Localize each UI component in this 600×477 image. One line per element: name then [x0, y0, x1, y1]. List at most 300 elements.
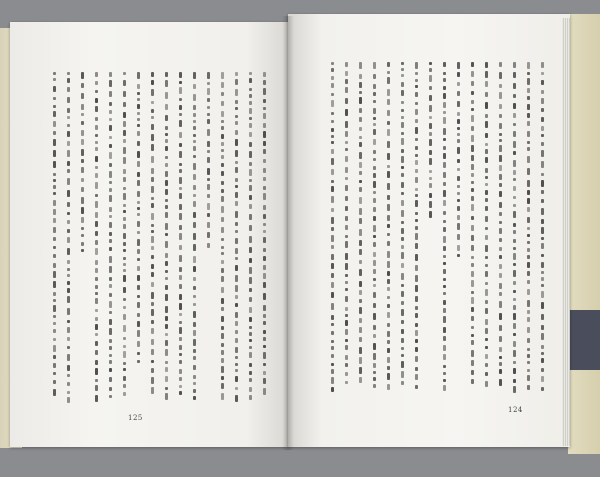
glyph-stroke: [67, 178, 70, 185]
glyph-stroke: [67, 78, 70, 83]
glyph-stroke: [373, 269, 376, 274]
glyph-stroke: [165, 233, 168, 236]
glyph-stroke: [513, 223, 516, 227]
glyph-stroke: [401, 132, 404, 135]
glyph-stroke: [151, 72, 154, 77]
glyph-stroke: [443, 72, 446, 75]
glyph-stroke: [373, 225, 376, 232]
glyph-stroke: [499, 202, 502, 208]
glyph-stroke: [53, 338, 56, 341]
text-column: [342, 62, 351, 392]
glyph-stroke: [443, 316, 446, 323]
glyph-stroke: [485, 198, 488, 202]
text-column: [356, 62, 365, 392]
glyph-stroke: [541, 117, 544, 122]
glyph-stroke: [485, 235, 488, 240]
glyph-stroke: [443, 117, 446, 124]
glyph-stroke: [485, 271, 488, 277]
glyph-stroke: [457, 168, 460, 171]
glyph-stroke: [137, 84, 140, 89]
glyph-stroke: [221, 171, 224, 176]
glyph-stroke: [485, 114, 488, 118]
glyph-stroke: [95, 285, 98, 289]
glyph-stroke: [359, 180, 362, 183]
glyph-stroke: [263, 80, 266, 85]
glyph-stroke: [331, 387, 334, 392]
glyph-stroke: [123, 130, 126, 136]
glyph-stroke: [151, 101, 154, 104]
glyph-stroke: [429, 95, 432, 101]
glyph-stroke: [67, 248, 70, 255]
glyph-stroke: [95, 248, 98, 255]
glyph-stroke: [165, 212, 168, 218]
glyph-stroke: [499, 221, 502, 224]
glyph-stroke: [331, 208, 334, 212]
glyph-stroke: [359, 327, 362, 333]
glyph-stroke: [373, 108, 376, 114]
glyph-stroke: [249, 78, 252, 83]
glyph-stroke: [373, 62, 376, 69]
glyph-stroke: [401, 149, 404, 153]
glyph-stroke: [81, 149, 84, 156]
glyph-stroke: [541, 358, 544, 363]
book-cover-right-edge: [568, 14, 600, 454]
glyph-stroke: [331, 100, 334, 107]
glyph-stroke: [401, 166, 404, 169]
glyph-stroke: [527, 121, 530, 126]
glyph-stroke: [415, 367, 418, 371]
glyph-stroke: [95, 277, 98, 281]
glyph-stroke: [373, 377, 376, 381]
glyph-stroke: [359, 91, 362, 94]
glyph-stroke: [179, 377, 182, 381]
glyph-stroke: [443, 255, 446, 258]
glyph-stroke: [137, 341, 140, 347]
glyph-stroke: [221, 350, 224, 355]
glyph-stroke: [263, 223, 266, 226]
glyph-stroke: [331, 363, 334, 366]
glyph-stroke: [151, 246, 154, 250]
glyph-stroke: [541, 173, 544, 176]
glyph-stroke: [499, 273, 502, 278]
glyph-stroke: [235, 295, 238, 299]
glyph-stroke: [235, 185, 238, 188]
glyph-stroke: [109, 293, 112, 297]
left-page: [10, 22, 288, 447]
glyph-stroke: [165, 376, 168, 382]
glyph-stroke: [137, 124, 140, 127]
text-column: [260, 72, 269, 402]
glyph-stroke: [263, 159, 266, 163]
glyph-stroke: [165, 367, 168, 372]
glyph-stroke: [53, 131, 56, 135]
glyph-stroke: [221, 316, 224, 322]
glyph-stroke: [499, 133, 502, 136]
glyph-stroke: [527, 141, 530, 144]
glyph-stroke: [263, 371, 266, 375]
glyph-stroke: [193, 105, 196, 110]
glyph-stroke: [151, 213, 154, 220]
glyph-stroke: [193, 94, 196, 101]
glyph-stroke: [359, 307, 362, 314]
glyph-stroke: [513, 350, 516, 357]
glyph-stroke: [541, 108, 544, 112]
glyph-stroke: [95, 147, 98, 151]
glyph-stroke: [67, 274, 70, 277]
glyph-stroke: [513, 204, 516, 207]
glyph-stroke: [443, 345, 446, 351]
glyph-stroke: [179, 225, 182, 230]
glyph-stroke: [221, 246, 224, 249]
glyph-stroke: [221, 287, 224, 293]
glyph-stroke: [179, 72, 182, 78]
glyph-stroke: [513, 313, 516, 320]
glyph-stroke: [151, 89, 154, 96]
glyph-stroke: [193, 222, 196, 228]
glyph-stroke: [53, 218, 56, 223]
glyph-stroke: [345, 185, 348, 191]
glyph-stroke: [263, 123, 266, 128]
glyph-stroke: [513, 333, 516, 336]
glyph-stroke: [137, 98, 140, 101]
glyph-stroke: [137, 104, 140, 109]
glyph-stroke: [513, 196, 516, 199]
glyph-stroke: [401, 74, 404, 77]
glyph-stroke: [207, 178, 210, 181]
glyph-stroke: [249, 185, 252, 191]
glyph-stroke: [513, 186, 516, 191]
glyph-stroke: [457, 101, 460, 107]
glyph-stroke: [137, 360, 140, 363]
glyph-stroke: [235, 338, 238, 343]
glyph-stroke: [235, 312, 238, 318]
glyph-stroke: [401, 252, 404, 259]
glyph-stroke: [235, 347, 238, 353]
glyph-stroke: [249, 214, 252, 220]
glyph-stroke: [95, 395, 98, 402]
glyph-stroke: [485, 256, 488, 259]
glyph-stroke: [527, 300, 530, 307]
glyph-stroke: [471, 256, 474, 259]
glyph-stroke: [331, 340, 334, 343]
glyph-stroke: [95, 368, 98, 375]
glyph-stroke: [137, 295, 140, 298]
glyph-stroke: [81, 249, 84, 252]
glyph-stroke: [123, 91, 126, 97]
glyph-stroke: [345, 71, 348, 76]
text-column: [218, 72, 227, 402]
glyph-stroke: [401, 338, 404, 343]
glyph-stroke: [373, 150, 376, 154]
glyph-stroke: [235, 211, 238, 218]
glyph-stroke: [513, 103, 516, 109]
glyph-stroke: [109, 311, 112, 314]
glyph-stroke: [541, 90, 544, 94]
glyph-stroke: [471, 91, 474, 95]
glyph-stroke: [387, 121, 390, 125]
glyph-stroke: [109, 232, 112, 236]
glyph-stroke: [165, 223, 168, 230]
glyph-stroke: [527, 354, 530, 358]
glyph-stroke: [249, 117, 252, 120]
glyph-stroke: [123, 217, 126, 221]
glyph-stroke: [123, 275, 126, 282]
glyph-stroke: [471, 263, 474, 267]
glyph-stroke: [179, 193, 182, 199]
text-column: [384, 62, 393, 392]
glyph-stroke: [485, 289, 488, 296]
glyph-stroke: [235, 275, 238, 282]
glyph-stroke: [513, 253, 516, 260]
glyph-stroke: [345, 131, 348, 137]
glyph-stroke: [345, 177, 348, 180]
glyph-stroke: [53, 271, 56, 278]
glyph-stroke: [415, 127, 418, 134]
glyph-stroke: [359, 171, 362, 175]
glyph-stroke: [109, 163, 112, 167]
glyph-stroke: [345, 372, 348, 376]
glyph-stroke: [485, 71, 488, 78]
glyph-stroke: [109, 195, 112, 202]
glyph-stroke: [541, 243, 544, 249]
glyph-stroke: [387, 165, 390, 168]
glyph-stroke: [193, 356, 196, 360]
glyph-stroke: [137, 172, 140, 177]
glyph-stroke: [415, 160, 418, 165]
glyph-stroke: [541, 219, 544, 224]
glyph-stroke: [193, 396, 196, 400]
glyph-stroke: [471, 126, 474, 131]
glyph-stroke: [527, 62, 530, 69]
glyph-stroke: [415, 194, 418, 197]
glyph-stroke: [527, 147, 530, 151]
glyph-stroke: [179, 213, 182, 220]
glyph-stroke: [401, 62, 404, 65]
glyph-stroke: [415, 109, 418, 115]
glyph-stroke: [263, 141, 266, 146]
glyph-stroke: [235, 100, 238, 104]
glyph-stroke: [179, 337, 182, 341]
glyph-stroke: [95, 182, 98, 189]
glyph-stroke: [95, 350, 98, 355]
glyph-stroke: [151, 387, 154, 394]
glyph-stroke: [499, 114, 502, 118]
glyph-stroke: [207, 82, 210, 85]
glyph-stroke: [457, 176, 460, 181]
glyph-stroke: [443, 182, 446, 186]
glyph-stroke: [373, 123, 376, 126]
glyph-stroke: [123, 169, 126, 174]
glyph-stroke: [123, 298, 126, 301]
glyph-stroke: [541, 62, 544, 68]
glyph-stroke: [401, 371, 404, 378]
glyph-stroke: [415, 243, 418, 249]
glyph-stroke: [471, 350, 474, 357]
glyph-stroke: [387, 373, 390, 380]
glyph-stroke: [123, 177, 126, 182]
glyph-stroke: [249, 387, 252, 392]
glyph-stroke: [137, 352, 140, 355]
glyph-stroke: [429, 158, 432, 165]
glyph-stroke: [373, 74, 376, 79]
glyph-stroke: [165, 285, 168, 290]
glyph-stroke: [401, 109, 404, 112]
glyph-stroke: [53, 372, 56, 375]
glyph-stroke: [263, 321, 266, 325]
glyph-stroke: [179, 391, 182, 395]
glyph-stroke: [207, 119, 210, 124]
glyph-stroke: [443, 111, 446, 114]
glyph-stroke: [373, 100, 376, 103]
glyph-stroke: [53, 305, 56, 312]
glyph-stroke: [249, 277, 252, 284]
text-column: [398, 62, 407, 392]
glyph-stroke: [221, 298, 224, 304]
glyph-stroke: [109, 387, 112, 391]
glyph-stroke: [235, 230, 238, 233]
glyph-stroke: [179, 120, 182, 127]
glyph-stroke: [221, 260, 224, 264]
glyph-stroke: [345, 98, 348, 104]
glyph-stroke: [179, 255, 182, 262]
glyph-stroke: [331, 282, 334, 288]
glyph-stroke: [359, 229, 362, 236]
glyph-stroke: [373, 384, 376, 388]
glyph-stroke: [137, 231, 140, 234]
glyph-stroke: [193, 303, 196, 306]
glyph-stroke: [207, 113, 210, 116]
glyph-stroke: [193, 311, 196, 318]
glyph-stroke: [221, 333, 224, 339]
glyph-stroke: [387, 62, 390, 67]
glyph-stroke: [207, 184, 210, 190]
glyph-stroke: [221, 72, 224, 79]
glyph-stroke: [415, 233, 418, 240]
glyph-stroke: [527, 168, 530, 175]
glyph-stroke: [263, 265, 266, 270]
glyph-stroke: [151, 230, 154, 233]
glyph-stroke: [527, 198, 530, 204]
glyph-stroke: [235, 238, 238, 244]
glyph-stroke: [387, 153, 390, 160]
glyph-stroke: [235, 376, 238, 382]
glyph-stroke: [387, 340, 390, 344]
glyph-stroke: [345, 109, 348, 116]
glyph-stroke: [513, 323, 516, 329]
glyph-stroke: [331, 263, 334, 269]
glyph-stroke: [137, 207, 140, 210]
text-column: [468, 62, 477, 392]
glyph-stroke: [527, 190, 530, 195]
glyph-stroke: [207, 222, 210, 228]
text-column: [510, 62, 519, 392]
glyph-stroke: [345, 296, 348, 302]
glyph-stroke: [485, 149, 488, 154]
glyph-stroke: [235, 167, 238, 173]
glyph-stroke: [485, 319, 488, 325]
glyph-stroke: [235, 161, 238, 164]
text-column: [106, 72, 115, 402]
glyph-stroke: [179, 345, 182, 350]
glyph-stroke: [415, 254, 418, 261]
glyph-stroke: [443, 300, 446, 305]
glyph-stroke: [123, 257, 126, 260]
glyph-stroke: [541, 72, 544, 75]
glyph-stroke: [401, 245, 404, 249]
glyph-stroke: [95, 292, 98, 295]
glyph-stroke: [165, 294, 168, 301]
glyph-stroke: [359, 117, 362, 122]
glyph-stroke: [67, 108, 70, 113]
glyph-stroke: [165, 115, 168, 121]
glyph-stroke: [499, 238, 502, 242]
glyph-stroke: [193, 120, 196, 123]
glyph-stroke: [249, 179, 252, 182]
glyph-stroke: [137, 321, 140, 327]
glyph-stroke: [81, 178, 84, 182]
glyph-stroke: [401, 90, 404, 96]
glyph-stroke: [499, 92, 502, 99]
glyph-stroke: [53, 97, 56, 100]
glyph-stroke: [457, 139, 460, 143]
glyph-stroke: [415, 347, 418, 352]
glyph-stroke: [67, 374, 70, 377]
glyph-stroke: [359, 127, 362, 131]
glyph-stroke: [457, 82, 460, 86]
glyph-stroke: [457, 62, 460, 69]
glyph-stroke: [527, 131, 530, 137]
glyph-stroke: [165, 199, 168, 202]
glyph-stroke: [485, 354, 488, 359]
glyph-stroke: [429, 75, 432, 82]
glyph-stroke: [415, 374, 418, 380]
glyph-stroke: [513, 151, 516, 155]
glyph-stroke: [513, 247, 516, 250]
glyph-stroke: [457, 159, 460, 163]
glyph-stroke: [165, 349, 168, 356]
glyph-stroke: [95, 231, 98, 236]
glyph-stroke: [207, 203, 210, 210]
glyph-stroke: [95, 72, 98, 77]
glyph-stroke: [109, 222, 112, 228]
glyph-stroke: [67, 141, 70, 146]
glyph-stroke: [443, 227, 446, 232]
glyph-stroke: [485, 338, 488, 341]
glyph-stroke: [193, 322, 196, 327]
glyph-stroke: [95, 360, 98, 365]
glyph-stroke: [485, 102, 488, 109]
glyph-stroke: [193, 295, 196, 298]
glyph-stroke: [263, 282, 266, 288]
glyph-stroke: [249, 346, 252, 349]
glyph-stroke: [95, 317, 98, 321]
glyph-stroke: [193, 286, 196, 290]
glyph-stroke: [221, 376, 224, 380]
glyph-stroke: [443, 285, 446, 288]
glyph-stroke: [443, 292, 446, 295]
glyph-stroke: [527, 289, 530, 295]
glyph-stroke: [443, 93, 446, 99]
glyph-stroke: [95, 81, 98, 85]
glyph-stroke: [345, 167, 348, 173]
glyph-stroke: [263, 230, 266, 233]
glyph-stroke: [263, 72, 266, 77]
glyph-stroke: [137, 313, 140, 317]
glyph-stroke: [527, 310, 530, 314]
glyph-stroke: [109, 266, 112, 273]
glyph-stroke: [95, 117, 98, 121]
glyph-stroke: [193, 185, 196, 190]
